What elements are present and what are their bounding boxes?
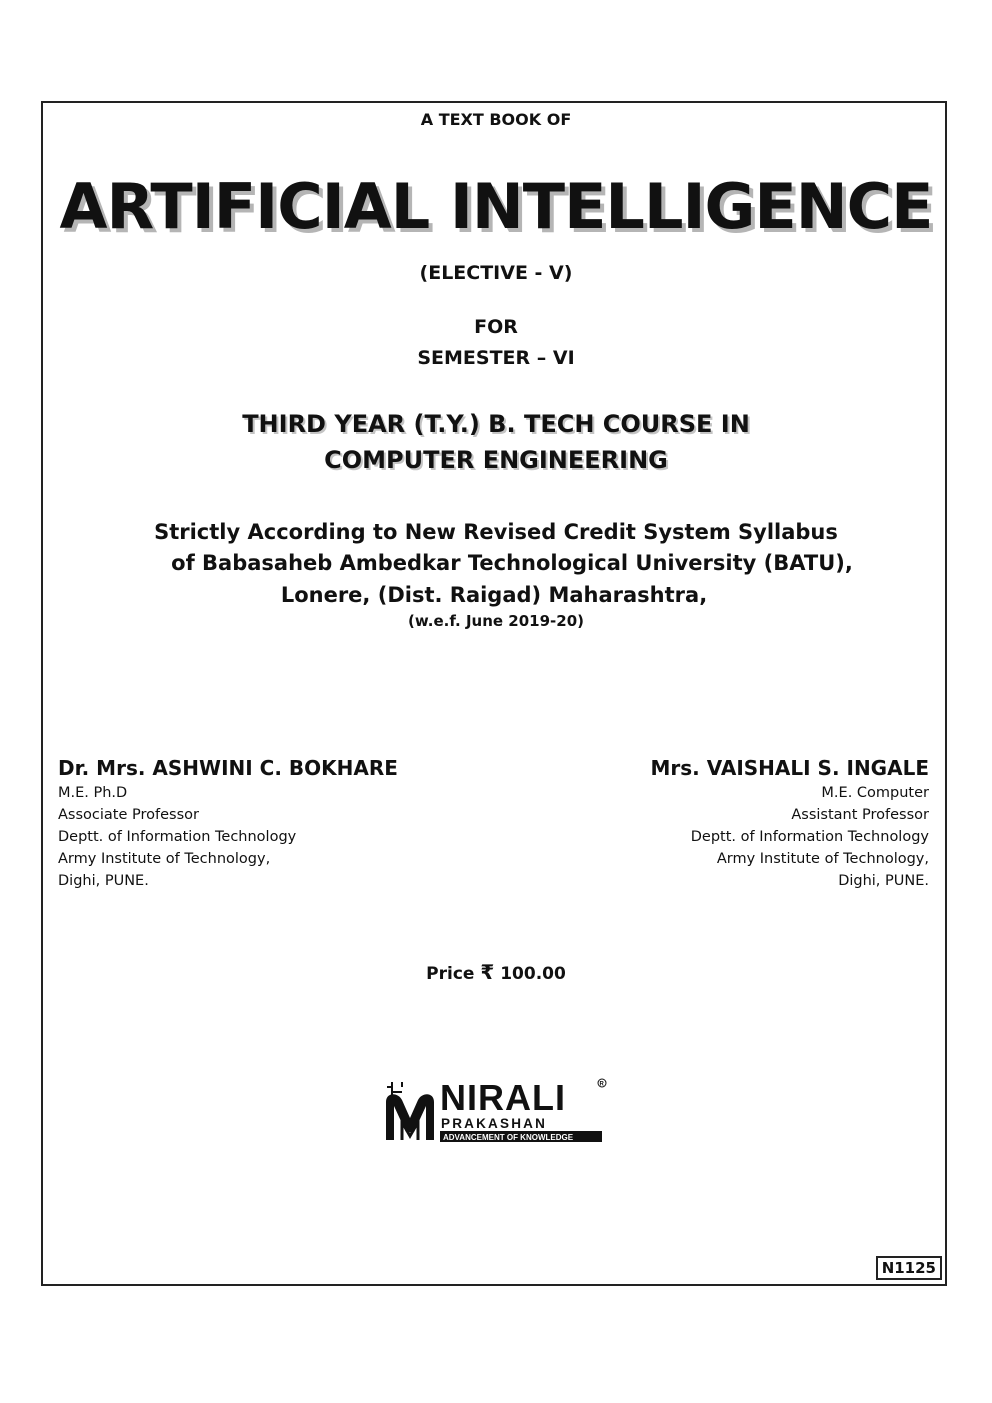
- svg-text:R: R: [599, 1081, 604, 1088]
- syllabus-line-3: Lonere, (Dist. Raigad) Maharashtra,: [280, 583, 708, 607]
- author-2: [651, 755, 930, 892]
- price-label: Price: [426, 964, 475, 984]
- book-code: N1125: [876, 1256, 942, 1280]
- author-2-location: Dighi, PUNE.: [838, 873, 929, 889]
- syllabus-line-1: Strictly According to New Revised Credit System Syllabus: [154, 520, 838, 544]
- author-1-institute: Army Institute of Technology,: [58, 851, 271, 867]
- rupee-symbol: ₹: [480, 960, 495, 984]
- semester-label: SEMESTER – VI: [417, 347, 575, 369]
- publisher-name: NIRALI: [440, 1078, 566, 1118]
- author-2-institute: Army Institute of Technology,: [716, 851, 929, 867]
- author-1-department: Deptt. of Information Technology: [58, 829, 297, 845]
- registered-mark-icon: [598, 1079, 606, 1088]
- author-1-name: Dr. Mrs. ASHWINI C. BOKHARE: [58, 756, 398, 780]
- author-2-name: Mrs. VAISHALI S. INGALE: [650, 756, 929, 780]
- course-line-2: COMPUTER ENGINEERING: [324, 446, 668, 474]
- publisher-logo: [384, 1078, 610, 1146]
- pre-title: A TEXT BOOK OF: [420, 110, 572, 129]
- for-label: FOR: [474, 316, 518, 338]
- publisher-sub: PRAKASHAN: [441, 1116, 548, 1131]
- publisher-tagline: ADVANCEMENT OF KNOWLEDGE: [443, 1133, 574, 1142]
- publisher-emblem-icon: [386, 1082, 434, 1140]
- syllabus-line-2: of Babasaheb Ambedkar Technological University (BATU),: [171, 551, 853, 575]
- effective-date: (w.e.f. June 2019-20): [408, 612, 584, 630]
- author-1-qualification: M.E. Ph.D: [58, 785, 128, 801]
- author-2-department: Deptt. of Information Technology: [690, 829, 929, 845]
- author-2-designation: Assistant Professor: [791, 807, 929, 823]
- course-line-1: THIRD YEAR (T.Y.) B. TECH COURSE IN: [242, 410, 750, 438]
- author-1: [58, 755, 398, 892]
- author-2-qualification: M.E. Computer: [821, 785, 929, 801]
- book-title: ARTIFICIAL INTELLIGENCE: [59, 170, 933, 243]
- elective-label: (ELECTIVE - V): [419, 262, 573, 284]
- price-amount: 100.00: [500, 964, 566, 984]
- author-1-designation: Associate Professor: [58, 807, 199, 823]
- price: [0, 960, 992, 984]
- author-1-location: Dighi, PUNE.: [58, 873, 149, 889]
